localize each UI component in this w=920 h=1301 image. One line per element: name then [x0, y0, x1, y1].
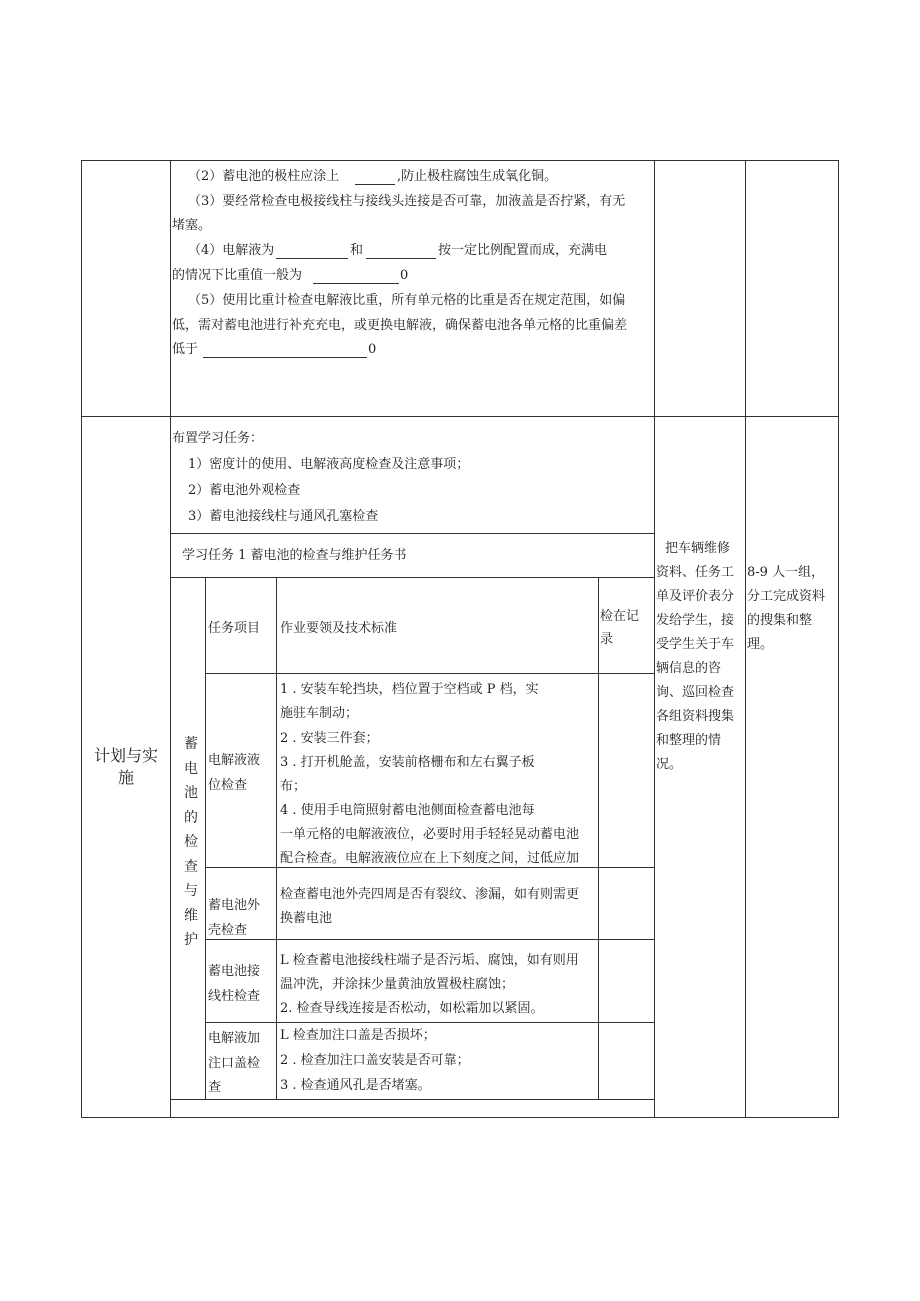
- student-line: 理。: [747, 637, 774, 652]
- row-item-label: 线柱检查: [208, 989, 261, 1004]
- side-vertical-label: [180, 732, 202, 953]
- side-label-char: 查: [184, 858, 198, 875]
- teacher-line: 发给学生，接: [656, 613, 735, 628]
- side-label-char: 电: [184, 760, 198, 777]
- row-item-label: 注口盖检: [208, 1056, 261, 1071]
- teacher-line: 辆信息的咨: [656, 661, 722, 676]
- row-item-label: 电解液液: [208, 753, 261, 768]
- row-item-label: 查: [208, 1080, 222, 1095]
- row-step: 3 . 检查通风孔是否堵塞。: [280, 1078, 431, 1093]
- row-step: 一单元格的电解液液位，必要时用手轻轻晃动蓄电池: [280, 827, 580, 842]
- question-3-tail: 堵塞。: [172, 218, 212, 233]
- teacher-line: 受学生关于车: [656, 637, 735, 652]
- row-step: 2. 检查导线连接是否松动，如松霜加以紧固。: [280, 1001, 544, 1016]
- row-step: 3 . 打开机舱盖，安装前格栅布和左右翼子板: [280, 755, 535, 770]
- row-step: 温冲洗，并涂抹少量黄油放置极柱腐蚀；: [280, 977, 515, 992]
- question-2-text: （2）蓄电池的极柱应涂上: [188, 169, 340, 184]
- question-4-line2: 的情况下比重值一般为: [172, 268, 303, 283]
- task-item: 2）蓄电池外观检查: [188, 483, 301, 498]
- question-5-line2: 低，需对蓄电池进行补充充电，或更换电解液，确保蓄电池各单元格的比重偏差: [172, 318, 628, 333]
- question-4-end: 0: [400, 268, 409, 283]
- question-3-text: （3）要经常检查电极接线柱与接线头连接是否可靠，加液盖是否拧紧，有无: [188, 194, 626, 209]
- side-label-char: 蓄: [184, 736, 198, 752]
- teacher-line: 和整理的情: [656, 733, 722, 748]
- assignment-intro: 布置学习任务：: [172, 431, 264, 446]
- header-standard: 作业要领及技术标准: [280, 621, 398, 636]
- row-item-label: 位检查: [208, 778, 248, 793]
- question-5-end: 0: [368, 342, 377, 357]
- row-item-label: 壳检查: [208, 923, 248, 938]
- question-4-and: 和: [350, 243, 364, 258]
- side-label-char: 护: [184, 932, 198, 948]
- row-step: 施驻车制动；: [280, 706, 359, 721]
- row-item-label: 电解液加: [208, 1031, 261, 1046]
- task-item: 3）蓄电池接线柱与通风孔塞检查: [188, 509, 379, 524]
- row-step: 检查蓄电池外壳四周是否有裂纹、渗漏，如有则需更: [280, 887, 580, 902]
- row-step: 4 . 使用手电筒照射蓄电池侧面检查蓄电池每: [280, 803, 535, 818]
- student-line: 的搜集和整: [747, 613, 813, 628]
- row-item-label: 蓄电池外: [208, 898, 261, 913]
- teacher-line: 况。: [656, 757, 683, 772]
- row-step: 布；: [280, 779, 307, 794]
- question-4-text: （4）电解液为: [188, 243, 275, 258]
- header-record-2: 录: [600, 632, 614, 647]
- task-item: 1）密度计的使用、电解液高度检查及注意事项；: [188, 457, 470, 472]
- side-label-char: 的: [184, 809, 198, 826]
- row-step: 2 . 检查加注口盖安装是否可靠；: [280, 1053, 470, 1068]
- row-step: L 检查加注口盖是否损坏；: [280, 1028, 436, 1043]
- task-book-title: 学习任务 1 蓄电池的检查与维护任务书: [182, 548, 407, 563]
- question-4-tail: 按一定比例配置而成，充满电: [438, 243, 608, 258]
- side-label-char: 与: [184, 883, 198, 899]
- teacher-line: 把车辆维修: [665, 541, 731, 556]
- question-5-text: （5）使用比重计检查电解液比重，所有单元格的比重是否在规定范围，如偏: [188, 293, 626, 308]
- row-step: 配合检查。电解液液位应在上下刻度之间，过低应加: [280, 851, 580, 866]
- teacher-line: 询、巡回检查: [656, 685, 735, 700]
- student-line: 分工完成资料: [747, 589, 826, 604]
- section-label: 计划与实施: [93, 746, 158, 787]
- question-5-line3: 低于: [172, 342, 199, 357]
- teacher-line: 各组资料搜集: [656, 709, 735, 724]
- side-label-char: 维: [184, 907, 198, 924]
- header-task-item: 任务项目: [208, 621, 261, 636]
- side-label-char: 检: [184, 834, 198, 850]
- row-step: 1 . 安装车轮挡块，档位置于空档或 P 档，实: [280, 682, 539, 697]
- question-2-tail: ,防止极柱腐蚀生成氧化铜。: [397, 169, 558, 184]
- row-item-label: 蓄电池接: [208, 964, 261, 979]
- teacher-line: 单及评价表分: [656, 589, 735, 604]
- header-record-1: 检在记: [600, 609, 640, 624]
- side-label-char: 池: [184, 785, 198, 801]
- row-step: 2 . 安装三件套；: [280, 731, 379, 746]
- student-line: 8-9 人一组，: [747, 565, 825, 580]
- row-step: 换蓄电池: [280, 911, 333, 926]
- teacher-line: 资料、任务工: [656, 565, 735, 580]
- row-step: L 检查蓄电池接线柱端子是否污垢、腐蚀，如有则用: [280, 953, 579, 968]
